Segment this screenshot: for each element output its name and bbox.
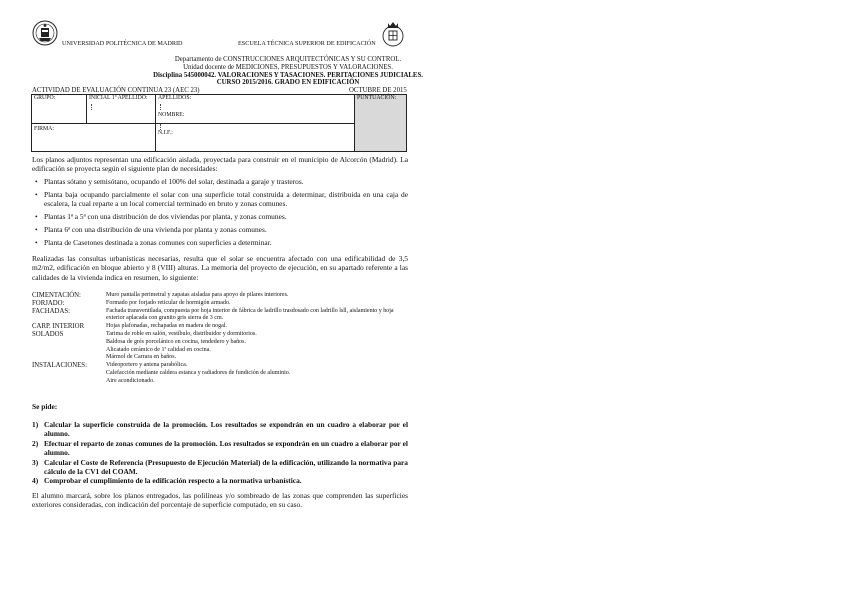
firma-label: FIRMA: [34,125,54,132]
activity-date: OCTUBRE DE 2015 [349,87,407,94]
quality-label: CIMENTACIÓN: [32,292,81,299]
nombre-label: NOMBRE: [158,112,185,118]
list-item: • Planta 6ª con una distribución de una vivienda por planta y zonas comunes. [35,225,267,235]
quality-label: INSTALACIONES: [32,362,87,370]
list-item: 1) Calcular la superficie construida de la promoción. Los resultados se expondrán en un cuadro a elaborar por el alumno. [32,420,408,439]
needs-list [32,177,408,251]
apellidos-label: APELLIDOS: [158,95,192,101]
se-pide-heading: Se pide: [32,402,58,411]
nif-cell[interactable] [156,123,355,152]
list-item: 4) Comprobar el cumplimiento de la edificación respecto a la normativa urbanística. [32,476,302,486]
quality-row: INSTALACIONES: Videoportero y antena parabólica. Calefacción mediante caldera estanca y radiadores de fundición de aluminio. Aire acondicionado. [32,362,291,384]
tasks-list [32,420,408,486]
department-line: Departamento de CONSTRUCCIONES ARQUITECTÓNICAS Y SU CONTROL. [174,56,402,63]
puntuacion-cell [355,95,407,152]
department-block [32,56,544,87]
quality-label: FORJADO: [32,299,65,307]
list-item: • Plantas sótano y semisótano, ocupando el 100% del solar, destinada a garaje y trasteros. [35,177,304,186]
nif-label: N.I.F.: [158,129,173,136]
puntuacion-label: PUNTUACIÓN: [357,95,397,101]
quality-label: SOLADOS [32,330,64,338]
firma-cell[interactable] [32,123,156,152]
quality-row: CARP. INTERIOR Hojas plafonadas, rechapadas en madera de nogal. [32,323,227,331]
apellidos-cell[interactable] [156,95,355,124]
list-item: • Planta de Casetones destinada a zonas comunes con superficies a determinar. [35,238,272,248]
list-item: 2) Efectuar el reparto de zonas comunes de la promoción. Los resultados se expondrán en un cuadro a elaborar por el alumno. [32,438,408,458]
list-item: • Planta baja ocupando parcialmente el solar con una superficie total construida a determinar, distribuida en una caja de escalera, la cual reparte a un local comercial terminado en bruto y zonas comunes. [35,190,408,209]
university-name: UNIVERSIDAD POLITÉCNICA DE MADRID [62,40,183,47]
qualities-table [32,292,408,386]
quality-row: SOLADOS Tarima de roble en salón, vestíbulo, distribuidor y dormitorios. Baldosa de grés porcelánico en cocina, tendedero y baños. Alicatado cerámico de 1ª calidad en cocina. Mármol de Carrara en baños. [32,330,257,361]
grupo-label: GRUPO: [34,95,56,101]
consultas-paragraph: Realizadas las consultas urbanísticas necesarias, resulta que el solar se encuentra afectado con una edificabilidad de 3,5 m2/m2, edificación en bloque abierto y 8 (VIII) alturas. La memoria del proyecto de ejecución, en su apartado referente a las calidades de la vivienda indica en resumen, lo siguiente: [32,254,408,282]
course-line: CURSO 2015/2016. GRADO EN EDIFICACIÓN [216,79,360,87]
intro-paragraph: Los planos adjuntos representan una edificación aislada, proyectada para construir en el municipio de Alcorcón (Madrid). La edificación se proyecta según el siguiente plan de necesidades: [32,155,408,174]
discipline-line: Disciplina 545000042. VALORACIONES Y TASACIONES. PERITACIONES JUDICIALES. [153,71,423,79]
quality-row: CIMENTACIÓN: Muro pantalla perimetral y zapatas aisladas para apoyo de pilares interiores. [32,292,289,299]
university-seal-icon [32,20,58,48]
school-crest-icon [380,20,406,48]
quality-row: FACHADAS: Fachada transventilada, compuesta por hoja interior de fábrica de ladrillo trasdosado con ladrillo lsll, aislamiento y hoja exterior aplacada con granito gris sierra de 3 cm. [32,307,394,322]
inicial-cell[interactable] [87,95,156,124]
unit-line: Unidad docente de MEDICIONES, PRESUPUESTOS Y VALORACIONES. [183,63,393,71]
inicial-label: INICIAL 1º APELLIDO: [89,95,148,101]
school-name: ESCUELA TÉCNICA SUPERIOR DE EDIFICACIÓN [238,40,376,47]
list-item: • Plantas 1ª a 5ª con una distribución de dos viviendas por planta, y zonas comunes. [35,212,287,222]
activity-title: ACTIVIDAD DE EVALUACIÓN CONTINUA 23 (AEC 23) [32,87,200,94]
list-item: 3) Calcular el Coste de Referencia (Presupuesto de Ejecución Material) de la edificación, utilizando la normativa para cálculo de la CV1 del COAM. [32,457,408,477]
quality-label: FACHADAS: [32,307,71,315]
grupo-cell[interactable] [32,95,87,124]
student-id-box [31,94,407,152]
quality-label: CARP. INTERIOR [32,323,85,331]
closing-paragraph: El alumno marcará, sobre los planos entregados, las polilíneas y/o sombreado de las zonas que comprenden las superficies exteriores consideradas, con indicación del porcentaje de superficie computado, en su caso. [32,491,408,510]
quality-row: FORJADO: Formado por forjado reticular de hormigón armado. [32,299,231,307]
